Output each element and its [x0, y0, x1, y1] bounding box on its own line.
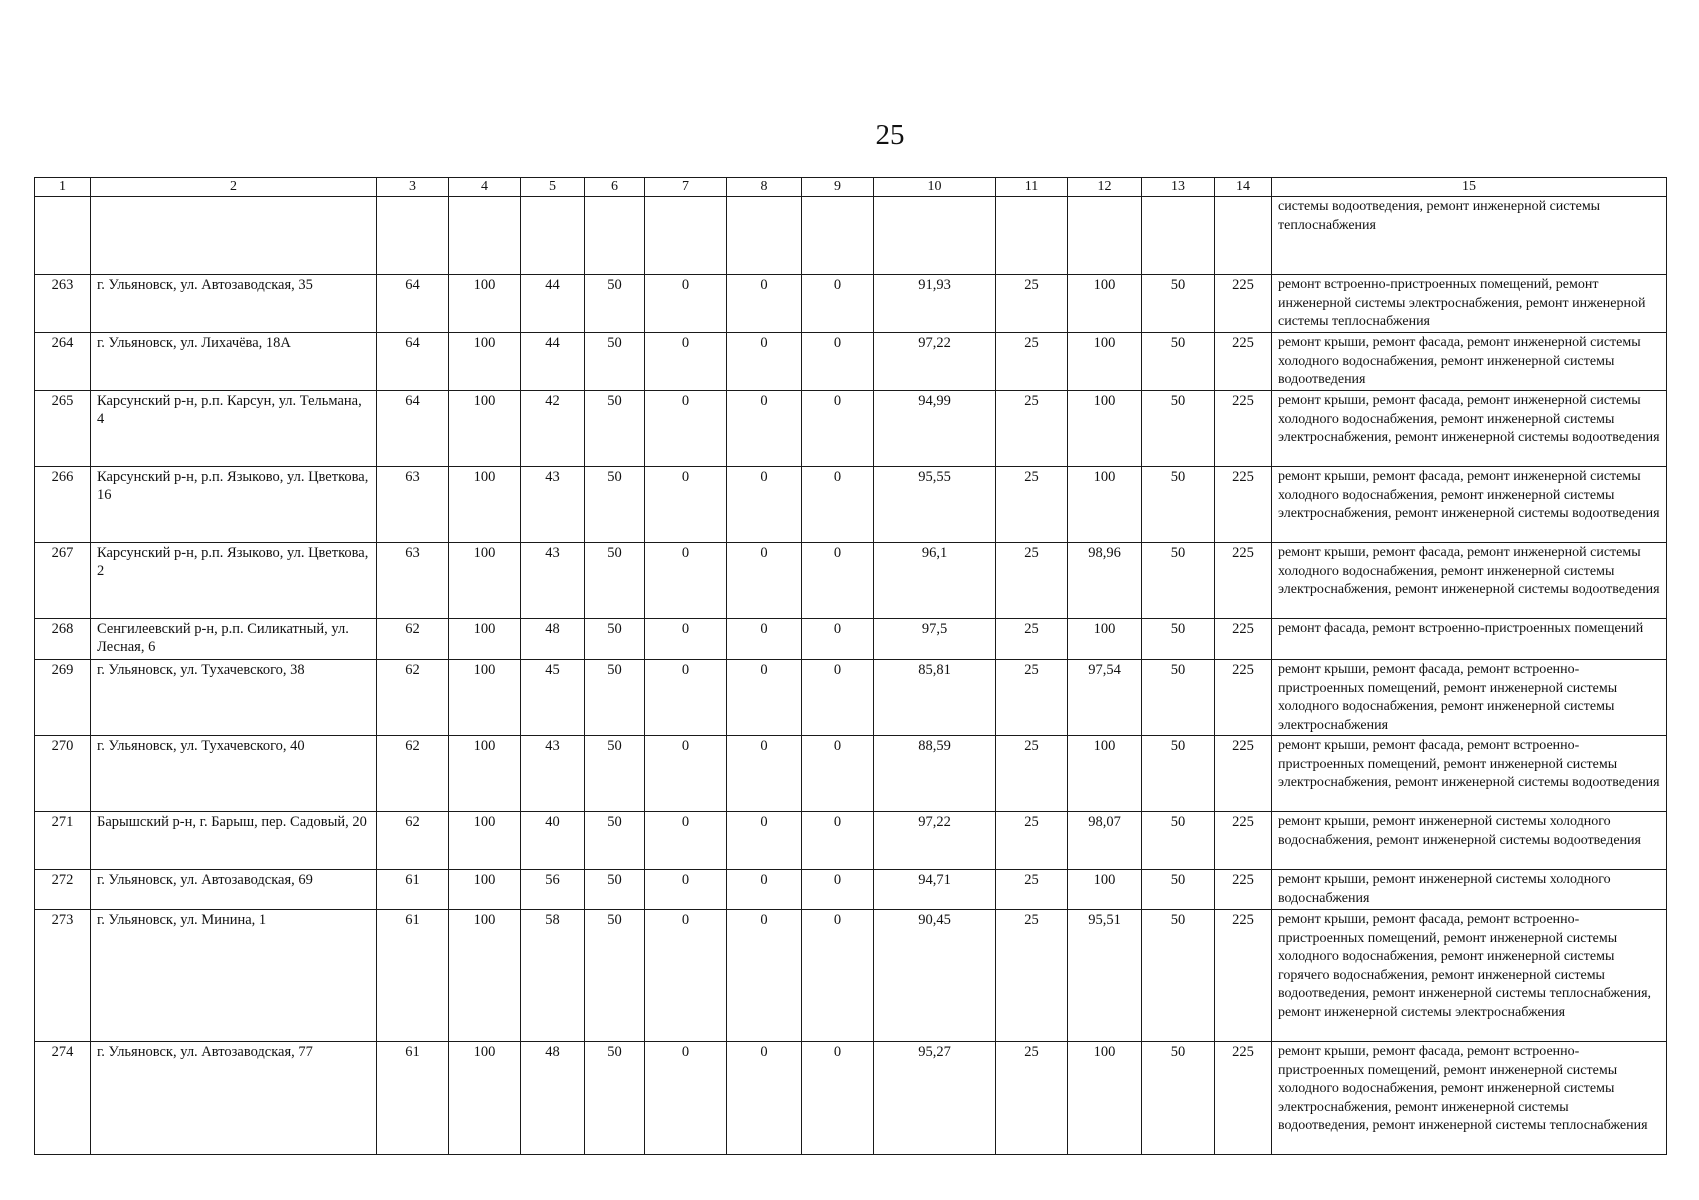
cell-11: 25: [996, 467, 1068, 543]
cell-6: 50: [585, 910, 645, 1042]
cell-address: Барышский р-н, г. Барыш, пер. Садовый, 20: [91, 812, 377, 870]
cell-9: 0: [802, 275, 874, 333]
cell-12: 100: [1068, 391, 1142, 467]
cell-5: 44: [521, 275, 585, 333]
cell-12: 100: [1068, 736, 1142, 812]
cell-9: 0: [802, 467, 874, 543]
cell-5: 45: [521, 660, 585, 736]
cell-12: 100: [1068, 333, 1142, 391]
cell-5: 43: [521, 467, 585, 543]
cell-works: ремонт крыши, ремонт инженерной системы холодного водоснабжения: [1272, 870, 1667, 910]
cell-7: [645, 197, 727, 275]
cell-9: 0: [802, 333, 874, 391]
cell-address: г. Ульяновск, ул. Автозаводская, 35: [91, 275, 377, 333]
table-row: [35, 467, 1667, 543]
cell-8: 0: [727, 619, 802, 660]
cell-works: ремонт крыши, ремонт фасада, ремонт встроенно-пристроенных помещений, ремонт инженерной системы холодного водоснабжения, ремонт инженерной системы электроснабжения: [1272, 660, 1667, 736]
cell-works: ремонт крыши, ремонт фасада, ремонт встроенно-пристроенных помещений, ремонт инженерной системы холодного водоснабжения, ремонт инженерной системы горячего водоснабжения, ремонт инженерной системы водоотведения, ремонт инженерной системы теплоснабжения, ремонт инженерной системы электроснабжения: [1272, 910, 1667, 1042]
cell-14: 225: [1215, 619, 1272, 660]
registry-table: [34, 177, 1667, 1155]
cell-address: г. Ульяновск, ул. Лихачёва, 18А: [91, 333, 377, 391]
cell-3: 61: [377, 1042, 449, 1155]
cell-13: 50: [1142, 870, 1215, 910]
cell-3: [377, 197, 449, 275]
cell-no: 271: [35, 812, 91, 870]
cell-3: 62: [377, 736, 449, 812]
cell-4: 100: [449, 812, 521, 870]
cell-13: 50: [1142, 619, 1215, 660]
cell-8: 0: [727, 333, 802, 391]
table-row: [35, 870, 1667, 910]
cell-14: 225: [1215, 1042, 1272, 1155]
table-row: [35, 736, 1667, 812]
cell-12: 100: [1068, 870, 1142, 910]
cell-10: 96,1: [874, 543, 996, 619]
cell-7: 0: [645, 660, 727, 736]
cell-9: [802, 197, 874, 275]
cell-address: [91, 197, 377, 275]
cell-4: 100: [449, 467, 521, 543]
cell-5: 48: [521, 619, 585, 660]
cell-3: 61: [377, 910, 449, 1042]
table-row: [35, 910, 1667, 1042]
cell-6: 50: [585, 333, 645, 391]
cell-works: ремонт крыши, ремонт фасада, ремонт встроенно-пристроенных помещений, ремонт инженерной системы электроснабжения, ремонт инженерной системы водоотведения: [1272, 736, 1667, 812]
cell-12: 100: [1068, 275, 1142, 333]
cell-3: 63: [377, 543, 449, 619]
cell-6: 50: [585, 812, 645, 870]
cell-no: 270: [35, 736, 91, 812]
cell-13: 50: [1142, 1042, 1215, 1155]
cell-9: 0: [802, 391, 874, 467]
column-header: 2: [91, 178, 377, 197]
column-number-row: [35, 178, 1667, 197]
table-row: [35, 619, 1667, 660]
cell-12: 98,96: [1068, 543, 1142, 619]
cell-7: 0: [645, 736, 727, 812]
cell-5: 42: [521, 391, 585, 467]
cell-10: 97,5: [874, 619, 996, 660]
cell-11: 25: [996, 910, 1068, 1042]
table-row: [35, 275, 1667, 333]
cell-7: 0: [645, 870, 727, 910]
cell-7: 0: [645, 1042, 727, 1155]
cell-6: 50: [585, 467, 645, 543]
cell-4: 100: [449, 910, 521, 1042]
cell-works: ремонт встроенно-пристроенных помещений, ремонт инженерной системы электроснабжения, ремонт инженерной системы теплоснабжения: [1272, 275, 1667, 333]
cell-3: 64: [377, 275, 449, 333]
cell-4: 100: [449, 870, 521, 910]
cell-address: Карсунский р-н, р.п. Языково, ул. Цветкова, 16: [91, 467, 377, 543]
cell-5: 56: [521, 870, 585, 910]
cell-address: г. Ульяновск, ул. Автозаводская, 69: [91, 870, 377, 910]
cell-8: 0: [727, 543, 802, 619]
cell-10: 97,22: [874, 333, 996, 391]
cell-11: 25: [996, 1042, 1068, 1155]
table-row: [35, 391, 1667, 467]
cell-14: 225: [1215, 391, 1272, 467]
cell-5: 44: [521, 333, 585, 391]
cell-4: 100: [449, 275, 521, 333]
cell-address: г. Ульяновск, ул. Тухачевского, 38: [91, 660, 377, 736]
cell-14: 225: [1215, 812, 1272, 870]
table-row: [35, 660, 1667, 736]
cell-no: 272: [35, 870, 91, 910]
cell-works: ремонт крыши, ремонт фасада, ремонт инженерной системы холодного водоснабжения, ремонт инженерной системы электроснабжения, ремонт инженерной системы водоотведения: [1272, 467, 1667, 543]
cell-10: 94,71: [874, 870, 996, 910]
column-header: 12: [1068, 178, 1142, 197]
column-header: 13: [1142, 178, 1215, 197]
cell-6: [585, 197, 645, 275]
cell-4: [449, 197, 521, 275]
cell-10: 91,93: [874, 275, 996, 333]
cell-5: 43: [521, 543, 585, 619]
cell-7: 0: [645, 333, 727, 391]
cell-13: [1142, 197, 1215, 275]
column-header: 8: [727, 178, 802, 197]
cell-works: ремонт крыши, ремонт фасада, ремонт инженерной системы холодного водоснабжения, ремонт инженерной системы водоотведения: [1272, 333, 1667, 391]
cell-11: 25: [996, 275, 1068, 333]
cell-14: 225: [1215, 736, 1272, 812]
cell-10: 85,81: [874, 660, 996, 736]
cell-12: 100: [1068, 619, 1142, 660]
table-row: [35, 1042, 1667, 1155]
cell-8: 0: [727, 870, 802, 910]
page-number: 25: [875, 119, 905, 151]
cell-3: 63: [377, 467, 449, 543]
cell-5: 58: [521, 910, 585, 1042]
column-header: 15: [1272, 178, 1667, 197]
cell-5: 48: [521, 1042, 585, 1155]
cell-11: 25: [996, 333, 1068, 391]
cell-9: 0: [802, 660, 874, 736]
cell-4: 100: [449, 1042, 521, 1155]
cell-5: [521, 197, 585, 275]
cell-13: 50: [1142, 467, 1215, 543]
cell-9: 0: [802, 910, 874, 1042]
cell-13: 50: [1142, 812, 1215, 870]
cell-7: 0: [645, 543, 727, 619]
cell-address: Карсунский р-н, р.п. Языково, ул. Цветкова, 2: [91, 543, 377, 619]
cell-9: 0: [802, 619, 874, 660]
cell-8: 0: [727, 391, 802, 467]
column-header: 14: [1215, 178, 1272, 197]
cell-4: 100: [449, 660, 521, 736]
cell-7: 0: [645, 812, 727, 870]
cell-12: 100: [1068, 467, 1142, 543]
cell-13: 50: [1142, 275, 1215, 333]
cell-11: 25: [996, 812, 1068, 870]
cell-7: 0: [645, 391, 727, 467]
cell-11: 25: [996, 660, 1068, 736]
cell-7: 0: [645, 910, 727, 1042]
cell-no: 265: [35, 391, 91, 467]
table-row: [35, 812, 1667, 870]
column-header: 1: [35, 178, 91, 197]
cell-works: системы водоотведения, ремонт инженерной системы теплоснабжения: [1272, 197, 1667, 275]
cell-9: 0: [802, 543, 874, 619]
cell-14: 225: [1215, 910, 1272, 1042]
cell-11: [996, 197, 1068, 275]
cell-13: 50: [1142, 333, 1215, 391]
cell-no: 268: [35, 619, 91, 660]
cell-4: 100: [449, 543, 521, 619]
cell-works: ремонт фасада, ремонт встроенно-пристроенных помещений: [1272, 619, 1667, 660]
cell-6: 50: [585, 1042, 645, 1155]
cell-8: 0: [727, 910, 802, 1042]
cell-14: 225: [1215, 660, 1272, 736]
column-header: 7: [645, 178, 727, 197]
cell-8: 0: [727, 812, 802, 870]
cell-10: 94,99: [874, 391, 996, 467]
cell-10: 95,27: [874, 1042, 996, 1155]
cell-13: 50: [1142, 660, 1215, 736]
cell-address: Сенгилеевский р-н, р.п. Силикатный, ул. Лесная, 6: [91, 619, 377, 660]
cell-12: 97,54: [1068, 660, 1142, 736]
cell-6: 50: [585, 619, 645, 660]
column-header: 6: [585, 178, 645, 197]
cell-address: г. Ульяновск, ул. Минина, 1: [91, 910, 377, 1042]
cell-8: 0: [727, 275, 802, 333]
cell-7: 0: [645, 619, 727, 660]
cell-works: ремонт крыши, ремонт фасада, ремонт встроенно-пристроенных помещений, ремонт инженерной системы холодного водоснабжения, ремонт инженерной системы электроснабжения, ремонт инженерной системы водоотведения, ремонт инженерной системы теплоснабжения: [1272, 1042, 1667, 1155]
cell-14: 225: [1215, 870, 1272, 910]
cell-6: 50: [585, 275, 645, 333]
cell-no: 266: [35, 467, 91, 543]
cell-3: 61: [377, 870, 449, 910]
column-header: 11: [996, 178, 1068, 197]
cell-6: 50: [585, 660, 645, 736]
cell-10: 95,55: [874, 467, 996, 543]
cell-no: 269: [35, 660, 91, 736]
cell-10: 90,45: [874, 910, 996, 1042]
column-header: 10: [874, 178, 996, 197]
cell-11: 25: [996, 543, 1068, 619]
cell-9: 0: [802, 812, 874, 870]
cell-4: 100: [449, 736, 521, 812]
cell-6: 50: [585, 736, 645, 812]
cell-7: 0: [645, 275, 727, 333]
cell-10: [874, 197, 996, 275]
column-header: 9: [802, 178, 874, 197]
cell-no: 273: [35, 910, 91, 1042]
cell-11: 25: [996, 870, 1068, 910]
cell-3: 64: [377, 333, 449, 391]
cell-6: 50: [585, 543, 645, 619]
cell-no: [35, 197, 91, 275]
cell-address: г. Ульяновск, ул. Тухачевского, 40: [91, 736, 377, 812]
cell-8: 0: [727, 1042, 802, 1155]
cell-works: ремонт крыши, ремонт инженерной системы холодного водоснабжения, ремонт инженерной системы водоотведения: [1272, 812, 1667, 870]
column-header: 3: [377, 178, 449, 197]
cell-10: 97,22: [874, 812, 996, 870]
cell-13: 50: [1142, 910, 1215, 1042]
cell-8: 0: [727, 736, 802, 812]
cell-works: ремонт крыши, ремонт фасада, ремонт инженерной системы холодного водоснабжения, ремонт инженерной системы электроснабжения, ремонт инженерной системы водоотведения: [1272, 543, 1667, 619]
table-row: [35, 333, 1667, 391]
table-row: [35, 197, 1667, 275]
cell-works: ремонт крыши, ремонт фасада, ремонт инженерной системы холодного водоснабжения, ремонт инженерной системы электроснабжения, ремонт инженерной системы водоотведения: [1272, 391, 1667, 467]
cell-12: [1068, 197, 1142, 275]
cell-11: 25: [996, 736, 1068, 812]
cell-address: Карсунский р-н, р.п. Карсун, ул. Тельмана, 4: [91, 391, 377, 467]
cell-14: 225: [1215, 543, 1272, 619]
cell-no: 263: [35, 275, 91, 333]
cell-9: 0: [802, 736, 874, 812]
cell-11: 25: [996, 619, 1068, 660]
cell-8: 0: [727, 467, 802, 543]
cell-address: г. Ульяновск, ул. Автозаводская, 77: [91, 1042, 377, 1155]
cell-14: [1215, 197, 1272, 275]
cell-4: 100: [449, 333, 521, 391]
cell-14: 225: [1215, 275, 1272, 333]
cell-no: 274: [35, 1042, 91, 1155]
cell-14: 225: [1215, 333, 1272, 391]
cell-4: 100: [449, 391, 521, 467]
cell-3: 64: [377, 391, 449, 467]
table-row: [35, 543, 1667, 619]
cell-3: 62: [377, 619, 449, 660]
cell-3: 62: [377, 660, 449, 736]
column-header: 4: [449, 178, 521, 197]
cell-14: 225: [1215, 467, 1272, 543]
cell-9: 0: [802, 870, 874, 910]
cell-no: 264: [35, 333, 91, 391]
cell-13: 50: [1142, 543, 1215, 619]
cell-12: 100: [1068, 1042, 1142, 1155]
column-header: 5: [521, 178, 585, 197]
cell-5: 43: [521, 736, 585, 812]
cell-6: 50: [585, 870, 645, 910]
cell-8: [727, 197, 802, 275]
cell-no: 267: [35, 543, 91, 619]
cell-3: 62: [377, 812, 449, 870]
cell-4: 100: [449, 619, 521, 660]
cell-9: 0: [802, 1042, 874, 1155]
cell-6: 50: [585, 391, 645, 467]
cell-11: 25: [996, 391, 1068, 467]
cell-12: 95,51: [1068, 910, 1142, 1042]
cell-12: 98,07: [1068, 812, 1142, 870]
cell-13: 50: [1142, 736, 1215, 812]
cell-8: 0: [727, 660, 802, 736]
cell-13: 50: [1142, 391, 1215, 467]
cell-10: 88,59: [874, 736, 996, 812]
cell-7: 0: [645, 467, 727, 543]
cell-5: 40: [521, 812, 585, 870]
